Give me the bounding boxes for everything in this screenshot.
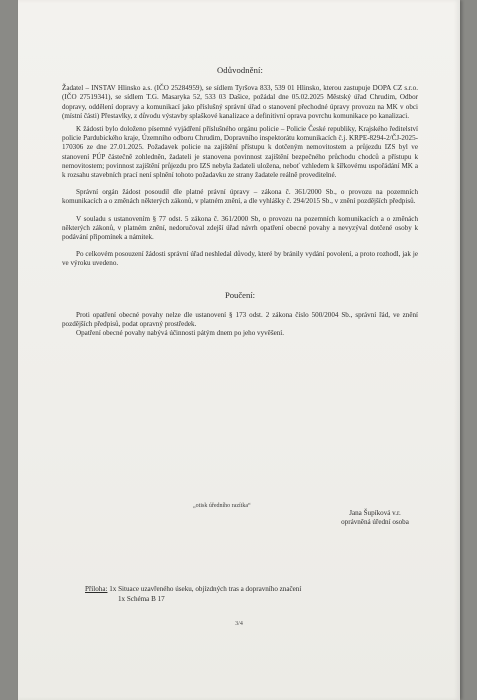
signer-role: oprávněná úřední osoba — [341, 518, 409, 527]
section-heading-instruction: Poučení: — [224, 289, 256, 300]
attachments — [85, 585, 301, 604]
paragraph-procedure: V souladu s ustanovením § 77 odst. 5 zákona č. 361/2000 Sb, o provozu na pozemních komunikacích a o změnách některých zákonů, v platném znění, nedoručoval zdejší úřad návrh opatření obecné povahy a nevyzýval dotčené osoby k podávání připomínek a námitek. — [62, 214, 418, 242]
document-page — [18, 0, 460, 700]
paragraph-appeal: Proti opatření obecné povahy nelze dle ustanovení § 173 odst. 2 zákona číslo 500/2004 Sb., správní řád, ve znění pozdějších předpisů, podat opravný prostředek. — [62, 310, 418, 329]
attachment-item: 1x Situace uzavřeného úseku, objízdných tras a dopravního značení — [109, 585, 302, 593]
attachment-item: 1x Schéma B 17 — [118, 594, 165, 603]
signer-name: Jana Šupíková v.r. — [349, 509, 401, 517]
attachments-label: Příloha: — [85, 585, 108, 593]
stamp-placeholder: „otisk úředního razítka“ — [193, 503, 251, 509]
page-number: 3/4 — [235, 621, 243, 627]
document-body — [62, 66, 418, 338]
paragraph-decision: Po celkovém posouzení žádosti správní úřad neshledal důvody, které by bránily vydání povolení, a proto rozhodl, jak je ve výroku uvedeno. — [62, 250, 418, 268]
paragraph-legal-basis: Správní orgán žádost posoudil dle platné právní úpravy – zákona č. 361/2000 Sb., o provozu na pozemních komunikacích a o změnách některých zákonů, v platném znění, a dle vyhlášky č. 294/2015 Sb., v znění pozdějších předpisů. — [62, 188, 418, 206]
signature-block — [320, 509, 430, 528]
paragraph-applicant: Žadatel – INSTAV Hlinsko a.s. (IČO 25284959), se sídlem Tyršova 833, 539 01 Hlinsko, kterou zastupuje DOPA CZ s.r.o. (IČO 27519341), se sídlem T.G. Masaryka 52, 533 03 Dašice, požádal dne 05.02.2025 Městský úřad Chrudim, Odbor dopravy, oddělení dopravy a komunikací jako příslušný správní úřad o stanovení přechodné úpravy provozu na MK v obci (místní části) Přestavlky, z důvodu výstavby splaškové kanalizace a definitivní oprava povrchu komunikace po kanalizaci. — [62, 84, 418, 120]
paragraph-effect: Opatření obecné povahy nabývá účinnosti pátým dnem po jeho vyvěšení. — [76, 329, 285, 338]
paragraph-police-statement: K žádosti bylo doloženo písemné vyjádření příslušného orgánu policie – Policie České republiky, Krajského ředitelství policie Pardubického kraje, Územního odboru Chrudim, Dopravního inspektorátu komunikacích č.j. KRPE-8294-2/ČJ-2025-170306 ze dne 27.01.2025. Požadavek policie na zajištění přístupu k dotčeným nemovitostem a průjezdu IZS byl ve stanovení PÚP částečně zohledněn, žadateli je stanovena povinnost zajištění bezpečného průchodu chodců a přístupu k nemovitostem; povinnost zajištění průjezdu pro IZS nebyla žadateli uložena, neboť vzhledem k šířkovému uspořádání MK a k rozsahu stavebních prací není splnění tohoto požadavku ze strany žadatele reálně proveditelné. — [62, 125, 418, 180]
section-heading-reasoning: Odůvodnění: — [217, 65, 263, 75]
